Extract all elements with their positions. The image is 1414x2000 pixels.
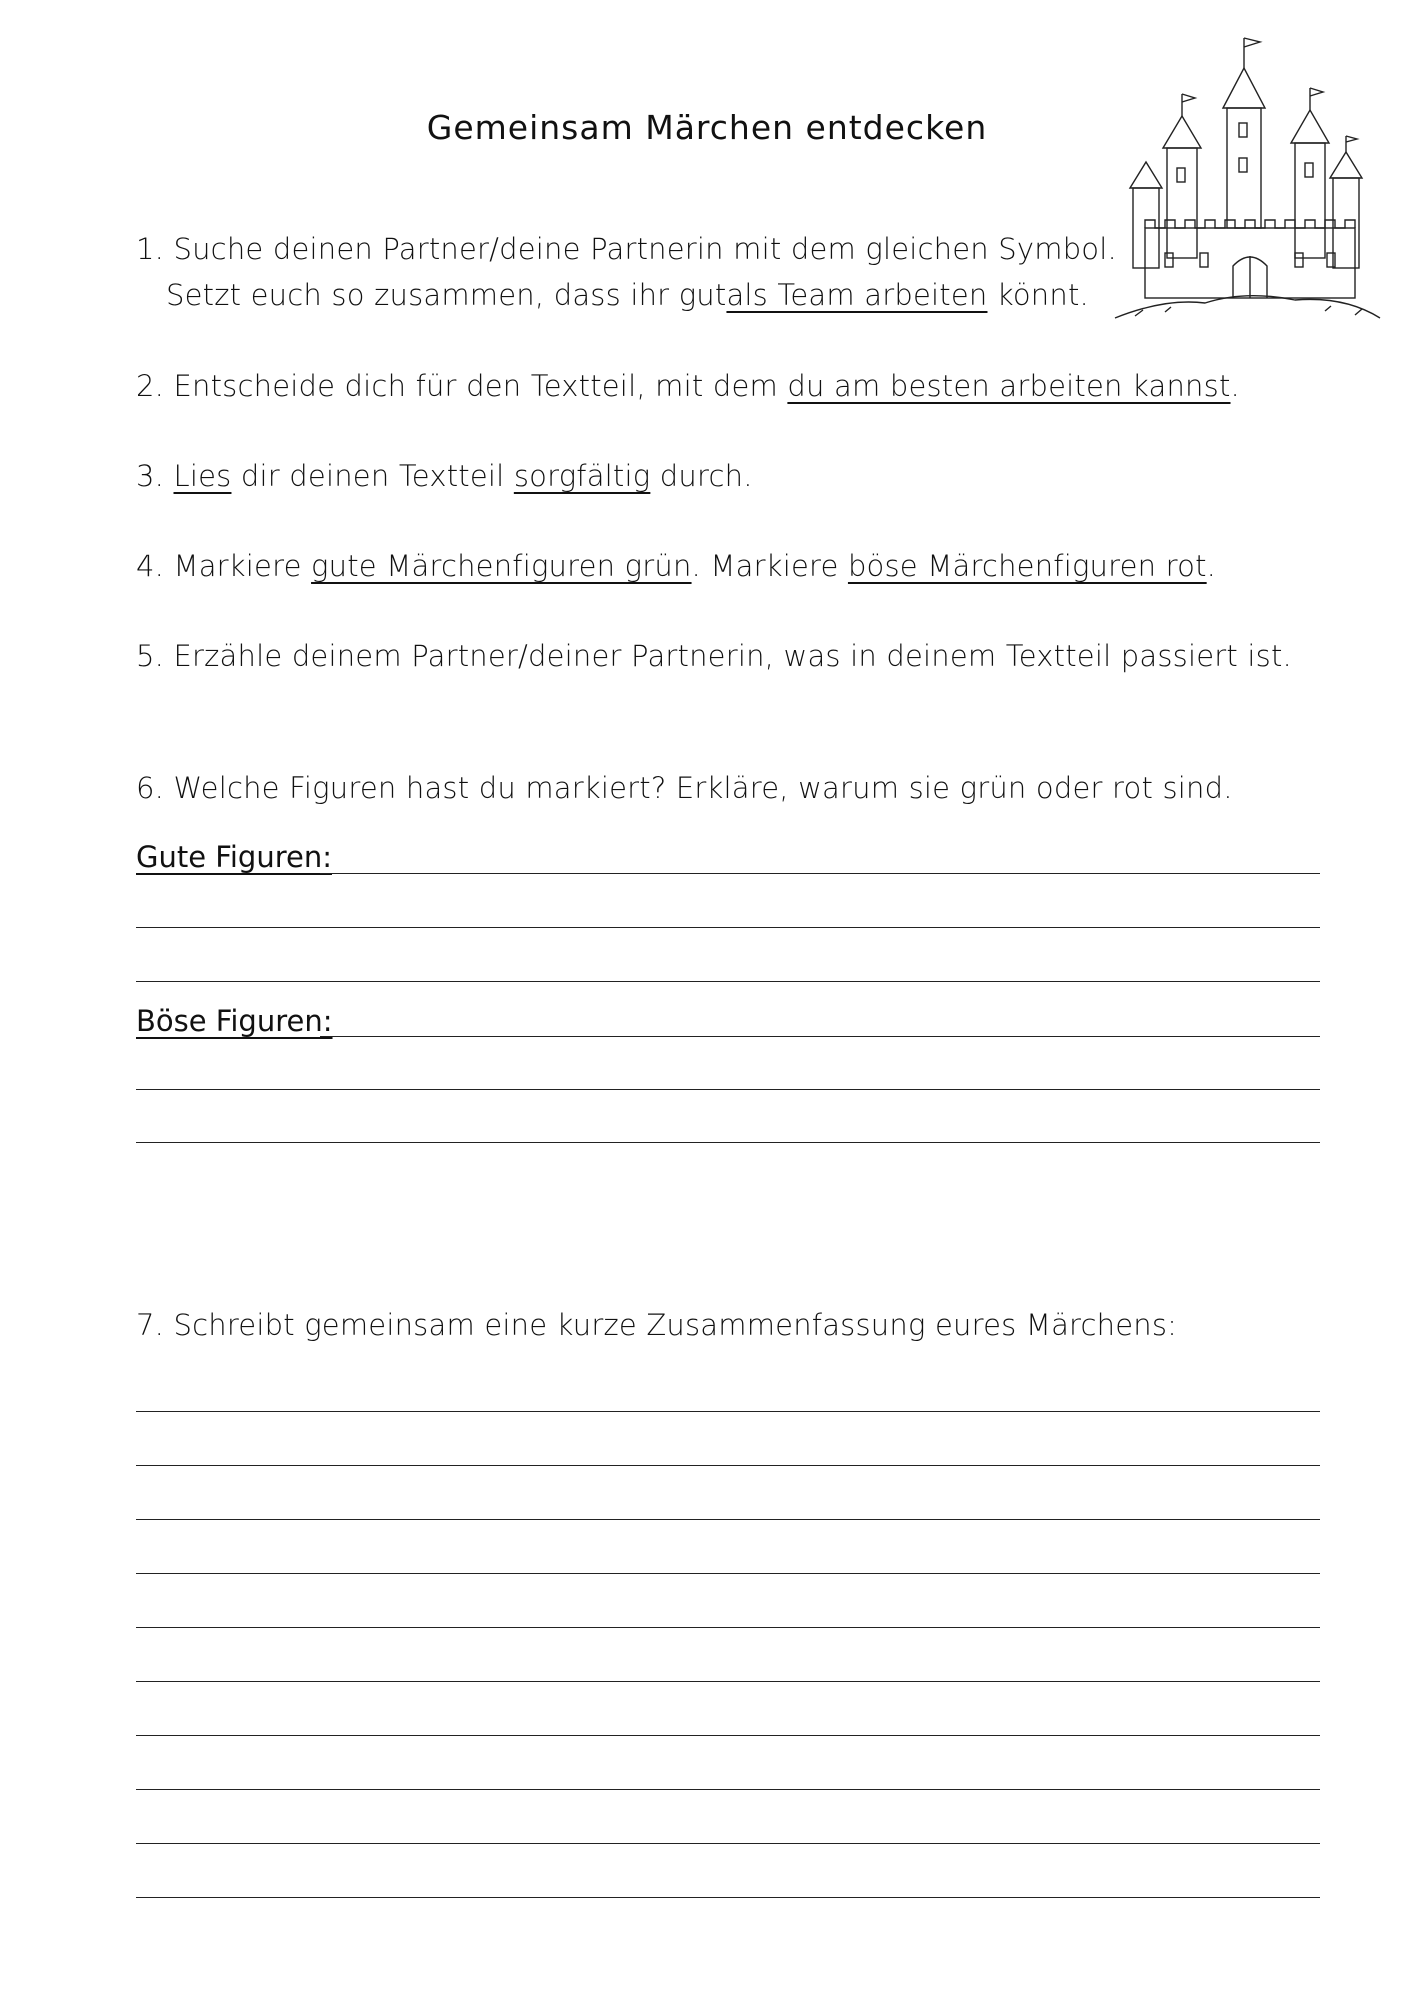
task-5: 5. Erzähle deinem Partner/deiner Partnerin, was in deinem Textteil passiert ist. bbox=[136, 639, 1292, 673]
writing-line[interactable] bbox=[136, 1573, 1320, 1574]
bad-figures-label: Böse Figuren: bbox=[136, 1004, 333, 1038]
castle-icon bbox=[1105, 28, 1385, 328]
task-7: 7. Schreibt gemeinsam eine kurze Zusammenfassung eures Märchens: bbox=[136, 1308, 1178, 1342]
task-1-line-1: 1. Suche deinen Partner/deine Partnerin mit dem gleichen Symbol. bbox=[136, 232, 1117, 266]
page-title: Gemeinsam Märchen entdecken bbox=[426, 108, 988, 147]
writing-line[interactable] bbox=[136, 981, 1320, 982]
writing-line[interactable] bbox=[136, 1142, 1320, 1143]
writing-line[interactable] bbox=[136, 1897, 1320, 1898]
writing-line[interactable] bbox=[136, 1089, 1320, 1090]
task-2: 2. Entscheide dich für den Textteil, mit dem du am besten arbeiten kannst. bbox=[136, 369, 1240, 403]
task-6: 6. Welche Figuren hast du markiert? Erkläre, warum sie grün oder rot sind. bbox=[136, 771, 1233, 805]
writing-line[interactable] bbox=[136, 1519, 1320, 1520]
task-4: 4. Markiere gute Märchenfiguren grün. Markiere böse Märchenfiguren rot. bbox=[136, 549, 1217, 583]
writing-line[interactable] bbox=[320, 1036, 1320, 1037]
writing-line[interactable] bbox=[136, 1843, 1320, 1844]
writing-line[interactable] bbox=[320, 873, 1320, 874]
writing-line[interactable] bbox=[136, 1627, 1320, 1628]
writing-line[interactable] bbox=[136, 927, 1320, 928]
writing-line[interactable] bbox=[136, 1465, 1320, 1466]
task-1-line-2: Setzt euch so zusammen, dass ihr gutals Team arbeiten könnt. bbox=[166, 278, 1089, 312]
writing-line[interactable] bbox=[136, 1789, 1320, 1790]
writing-line[interactable] bbox=[136, 1735, 1320, 1736]
writing-line[interactable] bbox=[136, 1681, 1320, 1682]
task-3: 3. Lies dir deinen Textteil sorgfältig durch. bbox=[136, 459, 753, 493]
writing-line[interactable] bbox=[136, 1411, 1320, 1412]
good-figures-label: Gute Figuren: bbox=[136, 840, 332, 874]
